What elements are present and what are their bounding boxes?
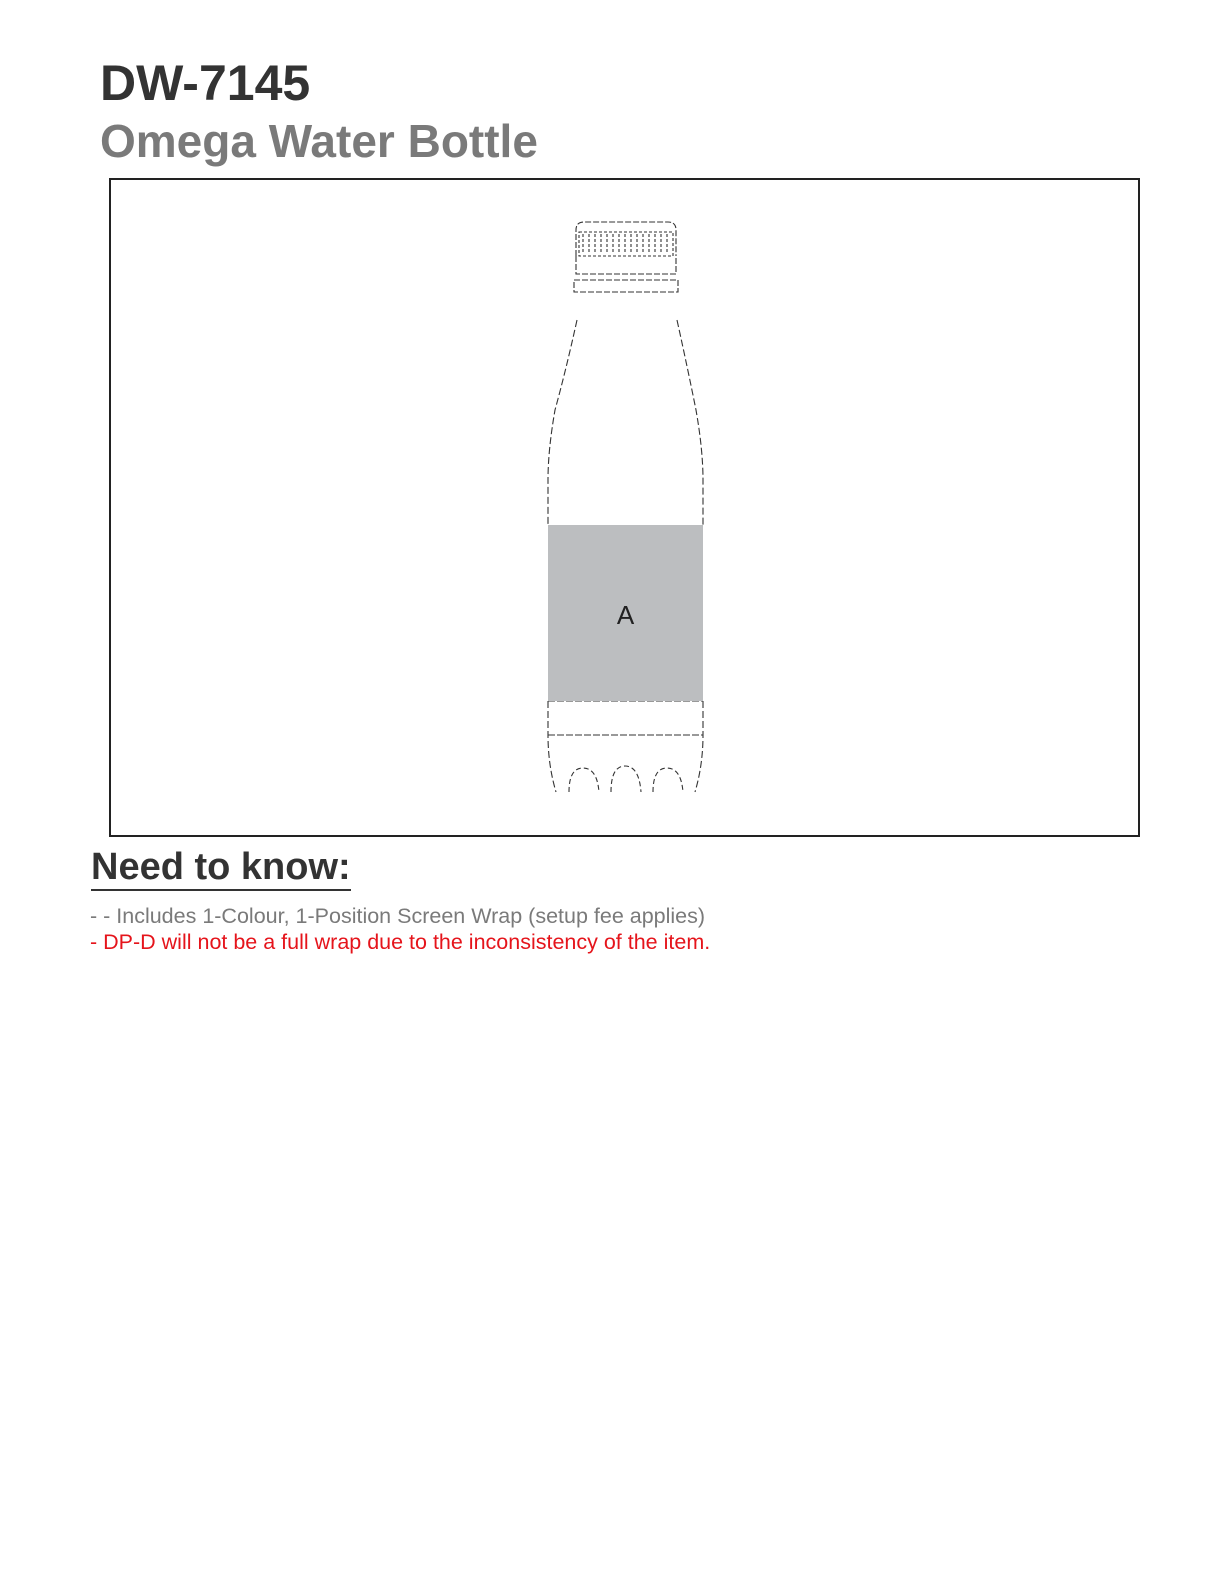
product-diagram-frame — [109, 178, 1140, 837]
cap-base — [576, 256, 676, 274]
note-item-warning: - DP-D will not be a full wrap due to the inconsistency of the item. — [90, 930, 711, 954]
bottle-shoulder-left — [548, 320, 577, 525]
need-to-know-list — [90, 903, 710, 955]
bottle-side-right — [695, 701, 703, 792]
cap-ridges — [583, 234, 667, 254]
bottle-line-drawing — [111, 180, 1138, 835]
bottle-shoulder-right — [677, 320, 703, 525]
bottle-collar — [574, 280, 678, 292]
product-sku: DW-7145 — [100, 55, 311, 111]
product-name: Omega Water Bottle — [100, 115, 538, 167]
cap-grip — [579, 232, 673, 256]
imprint-area-label: A — [616, 600, 635, 630]
bottle-base-feet — [569, 766, 683, 792]
bottle-side-left — [548, 701, 556, 792]
need-to-know-heading: Need to know: — [91, 848, 351, 891]
note-item: - - Includes 1-Colour, 1-Position Screen Wrap (setup fee applies) — [90, 904, 706, 928]
